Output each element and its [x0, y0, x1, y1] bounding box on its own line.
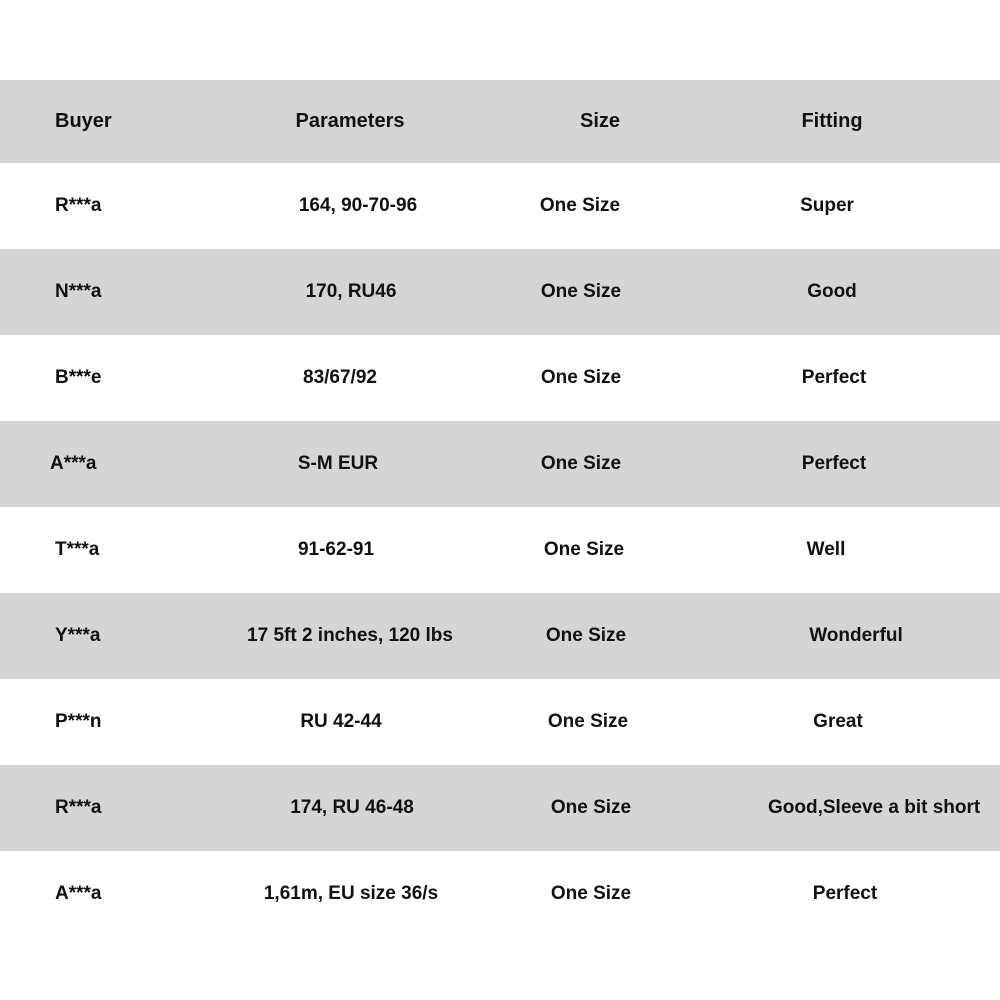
table-row: [0, 765, 1000, 851]
buyer-cell: R***a: [55, 797, 102, 818]
fitting-cell: Well: [806, 539, 846, 560]
buyer-cell: A***a: [55, 883, 102, 904]
table-row: [0, 249, 1000, 335]
buyer-fitting-table: [0, 80, 1000, 937]
table-row: [0, 163, 1000, 249]
buyer-cell: Y***a: [55, 625, 101, 646]
column-header-parameters: Parameters: [295, 110, 405, 132]
buyer-cell: B***e: [55, 367, 102, 388]
fitting-cell: Great: [813, 711, 863, 732]
fitting-cell: Perfect: [801, 367, 867, 388]
parameters-cell: 83/67/92: [303, 367, 377, 388]
parameters-cell: S-M EUR: [297, 453, 379, 474]
fitting-cell: Good: [807, 281, 857, 302]
size-cell: One Size: [540, 453, 622, 474]
parameters-cell: 17 5ft 2 inches, 120 lbs: [247, 625, 453, 646]
table-row: [0, 507, 1000, 593]
buyer-cell: N***a: [55, 281, 102, 302]
table-row: [0, 593, 1000, 679]
column-header-size: Size: [579, 110, 621, 132]
size-cell: One Size: [540, 367, 622, 388]
fitting-cell: Perfect: [801, 453, 867, 474]
size-cell: One Size: [550, 883, 632, 904]
fitting-cell: Perfect: [812, 883, 878, 904]
table-row: [0, 335, 1000, 421]
buyer-cell: A***a: [50, 453, 97, 474]
parameters-cell: 174, RU 46-48: [290, 797, 414, 818]
fitting-cell: Wonderful: [809, 625, 903, 646]
buyer-cell: T***a: [55, 539, 100, 560]
table-row: [0, 421, 1000, 507]
size-cell: One Size: [543, 539, 625, 560]
parameters-cell: RU 42-44: [300, 711, 382, 732]
parameters-cell: 164, 90-70-96: [298, 195, 418, 216]
fitting-cell: Super: [800, 195, 854, 216]
table-header-row: [0, 80, 1000, 163]
size-cell: One Size: [550, 797, 632, 818]
column-header-fitting: Fitting: [801, 110, 863, 132]
fitting-cell: Good,Sleeve a bit short: [768, 797, 981, 818]
size-cell: One Size: [539, 195, 621, 216]
parameters-cell: 1,61m, EU size 36/s: [263, 883, 439, 904]
size-cell: One Size: [545, 625, 627, 646]
parameters-cell: 91-62-91: [297, 539, 375, 560]
parameters-cell: 170, RU46: [305, 281, 397, 302]
size-cell: One Size: [547, 711, 629, 732]
table-row: [0, 851, 1000, 937]
size-cell: One Size: [540, 281, 622, 302]
buyer-cell: P***n: [55, 711, 102, 732]
column-header-buyer: Buyer: [55, 110, 112, 132]
buyer-cell: R***a: [55, 195, 102, 216]
table-row: [0, 679, 1000, 765]
